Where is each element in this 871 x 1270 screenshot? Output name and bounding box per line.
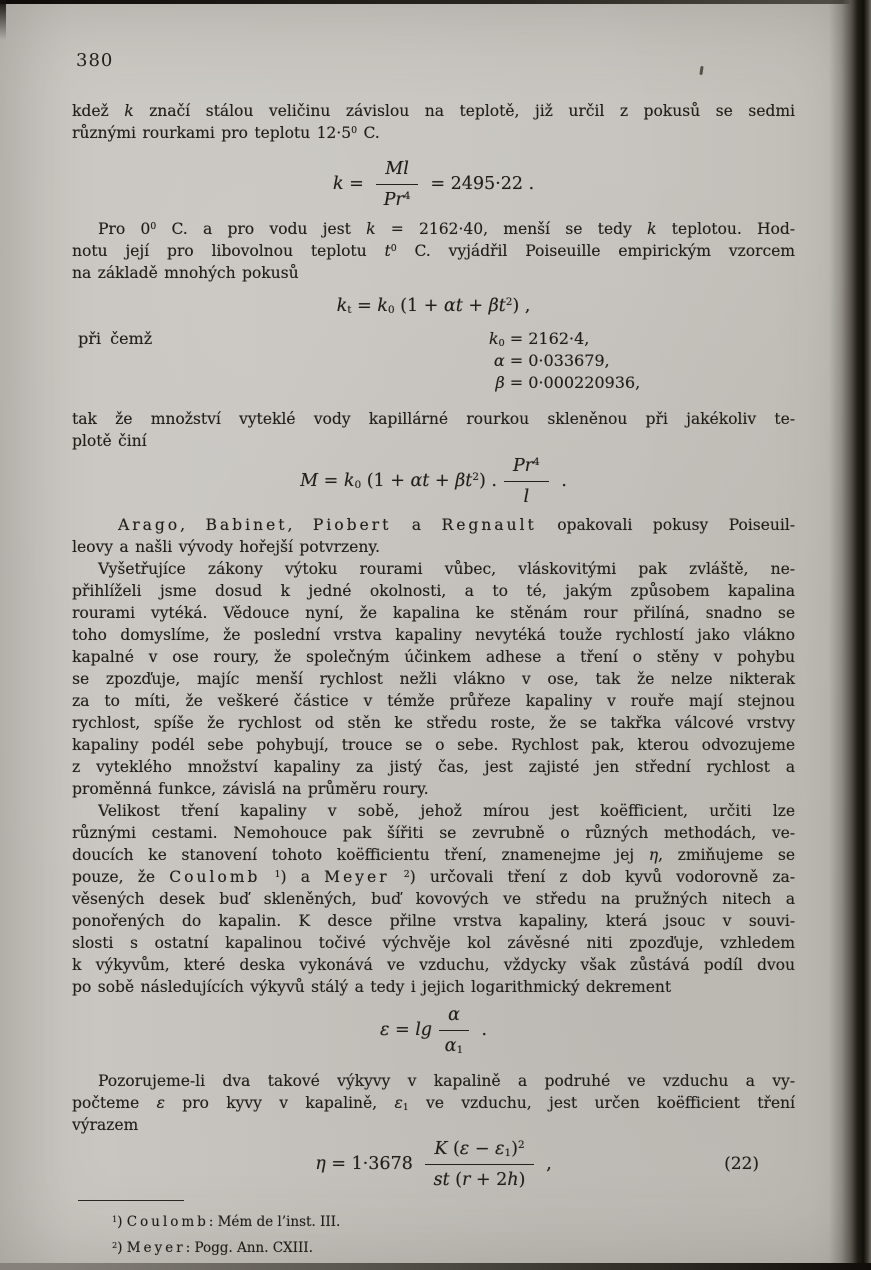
text-line — [72, 408, 795, 430]
text-run: teplotou. Hod- — [656, 220, 796, 238]
text-line — [72, 262, 795, 284]
text-run: a — [391, 516, 442, 534]
text-line — [72, 100, 795, 122]
text-run: ) — [518, 1170, 526, 1190]
text-run: h — [507, 1170, 519, 1190]
text-run: Coulomb — [169, 868, 261, 886]
constant-symbol — [334, 350, 505, 372]
text-run: t — [347, 304, 352, 317]
text-line — [72, 1070, 795, 1092]
text-run: ve vzduchu, jest určen koëfficient tření — [408, 1094, 795, 1112]
text-run: proměnná funkce, závislá na průměru roury. — [72, 780, 429, 798]
text-run: k — [124, 102, 134, 120]
text-run: Pr — [383, 190, 404, 210]
text-run: 1 — [504, 1147, 512, 1160]
text-run: ponořených do kapalin. K desce přilne vrstva kapaliny, která jsouc v souvi- — [72, 912, 795, 930]
text-run: l — [523, 487, 530, 507]
formula-lhs — [300, 469, 497, 493]
constant-value: = 0·000220936, — [504, 373, 641, 392]
constant-value: = 0·033679, — [504, 351, 610, 370]
text-run: k — [366, 220, 376, 238]
text-line — [72, 514, 795, 536]
text-run: různými rourkami pro teplotu 12·5 — [72, 124, 352, 142]
fraction — [439, 1002, 469, 1058]
text-run: Vyšetřujíce zákony výtoku rourami vůbec, vláskovitými pak zvláště, ne- — [98, 560, 795, 578]
text-run: počteme — [72, 1094, 157, 1112]
text-run: rychlost, spíše že rychlost od stěn ke středu roste, že se takřka válcové vrstvy — [72, 714, 795, 732]
constant-symbol — [334, 328, 505, 350]
text-run: + 2 — [470, 1170, 508, 1190]
text-run: se zpozďuje, majíc menší rychlost nežli vlákno v ose, tak že nelze nikterak — [72, 670, 795, 688]
footnote-meyer — [112, 1235, 795, 1261]
text-run: 0 — [354, 479, 362, 492]
text-run: Babinet — [205, 516, 288, 534]
text-run: α — [444, 1036, 457, 1056]
text-run: ) — [511, 1139, 518, 1159]
text-line — [72, 668, 795, 690]
text-run: 2 — [505, 296, 513, 309]
footnotes — [72, 1209, 795, 1261]
constant-value: = 2162·4, — [504, 329, 590, 348]
text-run: výrazem — [72, 1116, 139, 1134]
text-line — [72, 646, 795, 668]
paragraph-poiseuille — [72, 218, 795, 284]
fraction-denominator — [376, 185, 418, 212]
fraction-numerator — [376, 156, 418, 185]
text-run: βt — [488, 296, 506, 316]
constant-symbol — [334, 372, 505, 394]
formula-rhs — [541, 1152, 552, 1176]
text-run: Ml — [385, 159, 409, 179]
text-line — [72, 756, 795, 778]
text-run: C. a pro vodu jest — [156, 220, 367, 238]
text-run: (1 + — [361, 471, 411, 491]
text-run: Meyer — [126, 1240, 186, 1256]
text-run: , — [540, 1154, 552, 1174]
text-line — [72, 712, 795, 734]
text-run: ) určovali tření z dob kyvů vodorovně za- — [409, 868, 795, 886]
text-run: lg — [415, 1020, 433, 1040]
text-run: 1 — [112, 1213, 118, 1224]
text-run: toho domyslíme, že poslední vrstva kapaliny nevytéká touže rychlostí jako vlákno — [72, 626, 795, 644]
text-run: = 2162·40, menší se tedy — [375, 220, 647, 238]
book-spine-shadow-right — [829, 0, 871, 1270]
page-number: 380 — [76, 50, 114, 71]
text-run: k výkyvům, které deska vykonává ve vzduchu, vždycky však zůstává podíl dvou — [72, 956, 795, 974]
text-run: 1 — [402, 1102, 409, 1114]
text-run: = — [389, 1020, 416, 1040]
formula-rhs — [476, 1018, 487, 1042]
text-run: α — [493, 351, 505, 370]
text-run: ) — [117, 1214, 127, 1230]
text-line — [72, 122, 795, 144]
text-line — [72, 932, 795, 954]
text-run: doucích ke stanovení tohoto koëfficientu tření, znamenejme jej — [72, 846, 649, 864]
text-run: přihlíželi jsme dosud k jedné okolnosti, a to té, jakým způsobem kapalina — [72, 582, 795, 600]
equation-number: (22) — [724, 1154, 759, 1174]
text-run: kapaliny podél sebe pohybují, trouce se o sebe. Rychlost pak, kterou odvozujeme — [72, 736, 795, 754]
text-run: 0 — [351, 124, 358, 136]
fraction-numerator — [439, 1002, 469, 1031]
paragraph-takze — [72, 408, 795, 452]
formula-lhs — [380, 1018, 432, 1042]
text-run: z vyteklého množství kapaliny za jistý čas, jest zajisté jen střední rychlost a — [72, 758, 795, 776]
text-run: = — [351, 296, 378, 316]
text-run: C. — [357, 124, 380, 142]
text-line — [72, 1114, 795, 1136]
text-run: kapalné v ose roury, že společným účinkem adhese a tření o stěny v pohybu — [72, 648, 795, 666]
text-run: r — [461, 1170, 471, 1190]
fraction-denominator — [439, 1031, 469, 1058]
paragraph-intro-k — [72, 100, 795, 144]
text-run: 4 — [403, 190, 411, 203]
text-run: rourami vytéká. Vědouce nyní, že kapalina ke stěnám rour přilíná, snadno se — [72, 604, 795, 622]
paragraph-vysetrujice — [72, 558, 795, 800]
text-run: Regnault — [441, 516, 537, 534]
text-run: ε — [459, 1139, 470, 1159]
text-run: 0 — [387, 304, 395, 317]
formula-body — [337, 294, 531, 318]
text-line — [72, 624, 795, 646]
text-run: Coulomb — [126, 1214, 209, 1230]
text-run: 2 — [472, 471, 479, 484]
text-run: 2 — [517, 1139, 525, 1152]
text-line — [72, 800, 795, 822]
text-run: (1 + — [394, 296, 444, 316]
text-run: různými cestami. Nemohouce pak šířiti se zevrubně o různých methodách, ve- — [72, 824, 795, 842]
text-run: ε — [495, 1139, 505, 1159]
text-run: . — [555, 471, 567, 491]
text-line — [72, 558, 795, 580]
text-run: . — [475, 1020, 487, 1040]
text-run: za to míti, že veškeré částice v témže průřeze kapaliny v rouře mají stejnou — [72, 692, 795, 710]
text-run: = — [318, 471, 344, 491]
text-run: tak že množství vyteklé vody kapillárné rourkou skleněnou při jakékoliv te- — [72, 410, 795, 428]
paragraph-arago — [72, 514, 795, 558]
constants-block — [72, 328, 795, 394]
text-run: k — [488, 329, 499, 348]
text-line — [72, 866, 795, 888]
text-run: Arago — [118, 516, 181, 534]
text-run: α — [448, 1005, 460, 1025]
fraction-numerator — [504, 453, 549, 482]
text-run: notu její pro libovolnou teplotu — [72, 242, 385, 260]
text-run: k — [647, 220, 657, 238]
text-run: Pr — [512, 456, 534, 476]
text-run: αt — [410, 471, 430, 491]
text-run: Velikost tření kapaliny v sobě, jehož mírou jest koëfficient, určiti lze — [98, 802, 795, 820]
text-run: ) — [117, 1240, 127, 1256]
paragraph-velikost — [72, 800, 795, 998]
text-line — [72, 910, 795, 932]
footnote-rule — [78, 1200, 184, 1201]
text-run: + — [462, 296, 489, 316]
text-line — [72, 844, 795, 866]
text-line — [72, 536, 795, 558]
text-line — [72, 888, 795, 910]
text-run: βt — [455, 471, 473, 491]
text-run: β — [495, 373, 505, 392]
text-run: , zmiňujeme se — [658, 846, 795, 864]
fraction-denominator — [425, 1165, 533, 1192]
text-run: η — [648, 846, 659, 864]
text-run: ) . — [478, 471, 497, 491]
formula-rhs — [425, 172, 534, 196]
text-run: st — [433, 1170, 450, 1190]
text-line — [72, 690, 795, 712]
constants-grid — [334, 328, 795, 394]
text-run: t — [384, 242, 391, 260]
text-run: k — [336, 296, 348, 316]
text-run: M — [300, 471, 319, 491]
text-line — [72, 580, 795, 602]
text-run: plotě činí — [72, 432, 147, 450]
fraction-numerator — [425, 1136, 533, 1165]
fraction — [504, 453, 549, 509]
constants-label: při čemž — [78, 329, 153, 348]
text-run: : Mém de l’inst. III. — [208, 1214, 341, 1230]
text-run: pro kyvy v kapalině, — [164, 1094, 395, 1112]
text-run: Meyer — [324, 868, 390, 886]
text-run: 0 — [390, 242, 397, 254]
text-run: 0 — [150, 220, 157, 232]
text-run: − — [469, 1139, 495, 1159]
text-run: ) a — [280, 868, 325, 886]
text-column — [72, 0, 795, 1261]
text-line — [72, 240, 795, 262]
text-run: značí stálou veličinu závislou na teplotě, již určil z pokusů se sedmi — [133, 102, 795, 120]
text-run: 2 — [403, 868, 410, 880]
text-run: slosti s ostatní kapalinou točivé výchvěje kol závěsné niti zpozďuje, vzhledem — [72, 934, 795, 952]
page-corner-shadow — [0, 0, 6, 40]
text-run: , — [287, 516, 313, 534]
text-run: k — [332, 174, 344, 194]
text-line — [72, 1092, 795, 1114]
text-run: ε — [394, 1094, 403, 1112]
text-run: k — [343, 471, 355, 491]
text-run: C. vyjádřil Poiseuille empirickým vzorcem — [396, 242, 795, 260]
text-line — [72, 954, 795, 976]
text-run: pouze, že — [72, 868, 170, 886]
text-run: 2 — [112, 1239, 118, 1250]
text-run: = 2495·22 . — [424, 174, 535, 194]
text-run: + — [429, 471, 456, 491]
fraction — [425, 1136, 533, 1192]
text-run: 1 — [456, 1044, 464, 1057]
fraction — [376, 156, 418, 212]
text-run: ε — [380, 1020, 390, 1040]
text-run — [390, 868, 404, 886]
text-line — [72, 430, 795, 452]
formula-k-constant — [72, 156, 795, 212]
text-run: Pozorujeme-li dva takové výkyvy v kapalině a podruhé ve vzduchu a vy- — [98, 1072, 795, 1090]
text-run: 0 — [498, 338, 505, 350]
text-run: po sobě následujících výkyvů stálý a tedy i jejich logarithmický dekrement — [72, 978, 672, 996]
text-run: na základě mnohých pokusů — [72, 264, 299, 282]
footnote-coulomb — [112, 1209, 795, 1235]
text-run: opakovali pokusy Poiseuil- — [536, 516, 795, 534]
text-run: K — [434, 1139, 448, 1159]
paragraph-pozorujeme — [72, 1070, 795, 1136]
text-run: : Pogg. Ann. CXIII. — [185, 1240, 313, 1256]
text-run: ε — [156, 1094, 165, 1112]
text-run: = 1·3678 — [325, 1154, 419, 1174]
text-run: Pro 0 — [98, 220, 151, 238]
fraction-denominator — [504, 482, 549, 509]
formula-lhs — [315, 1152, 418, 1176]
text-run: leovy a našli vývody hořejší potvrzeny. — [72, 538, 380, 556]
formula-kt — [72, 294, 795, 318]
text-line — [72, 822, 795, 844]
text-line — [72, 602, 795, 624]
text-run: Piobert — [312, 516, 392, 534]
text-line — [72, 218, 795, 240]
text-run: ( — [447, 1139, 460, 1159]
text-run: věsených desek buď skleněných, buď kovových ve středu na pružných nitech a — [72, 890, 795, 908]
formula-M — [72, 452, 795, 510]
formula-lhs — [333, 172, 369, 196]
formula-log-decrement — [72, 1002, 795, 1058]
page-bottom-edge-shadow — [0, 1263, 871, 1270]
text-run: kdež — [72, 102, 125, 120]
text-line — [72, 778, 795, 800]
text-run: αt — [443, 296, 463, 316]
formula-eta-22 — [72, 1136, 795, 1192]
text-run: η — [315, 1154, 326, 1174]
text-run: k — [377, 296, 388, 316]
text-run: 4 — [533, 456, 540, 469]
text-line — [72, 976, 795, 998]
text-run: , — [180, 516, 206, 534]
text-run — [260, 868, 274, 886]
text-run: ) , — [512, 296, 531, 316]
text-run: 1 — [274, 868, 281, 880]
formula-rhs — [556, 469, 567, 493]
text-line — [72, 734, 795, 756]
text-run: = — [343, 174, 370, 194]
text-run: ( — [449, 1170, 462, 1190]
